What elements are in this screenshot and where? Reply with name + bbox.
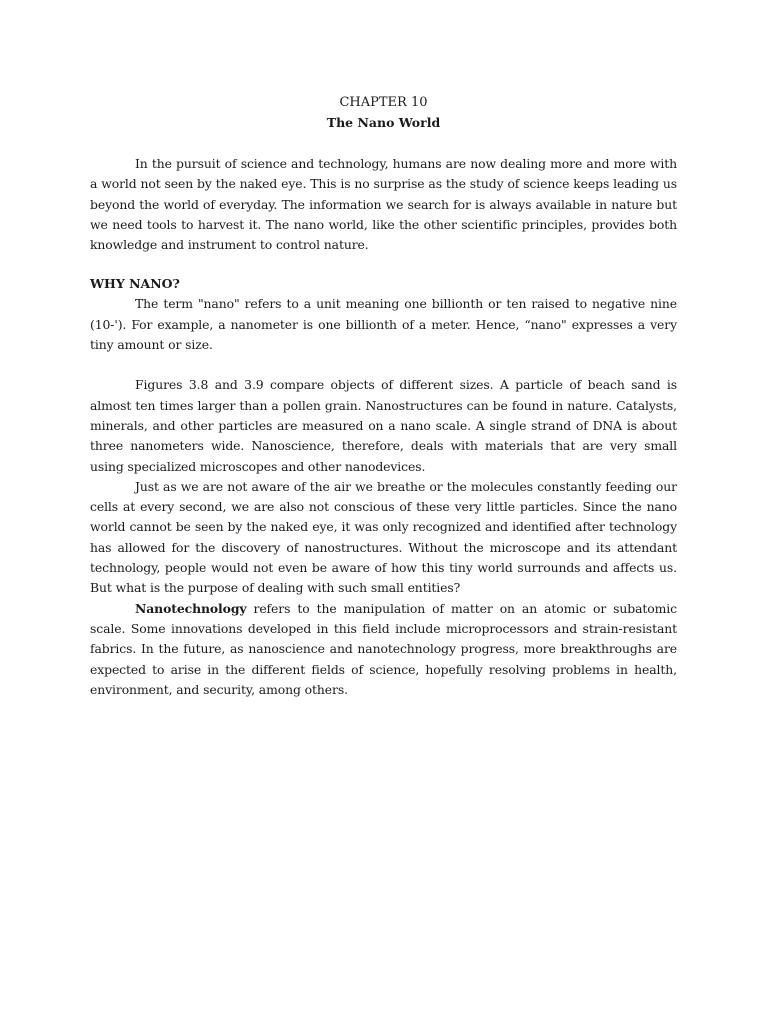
awareness-paragraph: Just as we are not aware of the air we breathe or the molecules constantly feeding our cells at every second, we are also not conscious of these very little particles. Since the nano world cannot be seen by the naked eye, it was only recognized and identified after technology has allowed for the discovery of nanostructures. Without the microscope and its attendant technology, people would not even be aware of how this tiny world surrounds and affects us. But what is the purpose of dealing with such small entities? <box>90 478 677 596</box>
figures-paragraph: Figures 3.8 and 3.9 compare objects of different sizes. A particle of beach sand is almost ten times larger than a pollen grain. Nanostructures can be found in nature. Catalysts, minerals, and other particles are measured on a nano scale. A single strand of DNA is about three nanometers wide. Nanoscience, therefore, deals with materials that are very small using specialized microscopes and other nanodevices. <box>90 377 677 474</box>
spacer <box>90 255 677 274</box>
spacer <box>90 133 677 154</box>
nanotechnology-definition: refers to the manipulation of matter on an atomic or subatomic scale. Some innovations developed in this field include microprocessors and strain-resistant fabrics. In the future, as nanoscience and nanotechnology progress, more breakthroughs are expected to arise in the different fields of science, hopefully resolving problems in health, environment, and security, among others. <box>90 600 677 697</box>
document-page <box>90 93 677 700</box>
section-heading: WHY NANO? <box>90 276 180 292</box>
intro-paragraph: In the pursuit of science and technology, humans are now dealing more and more with a world not seen by the naked eye. This is no surprise as the study of science keeps leading us beyond the world of everyday. The information we search for is always available in nature but we need tools to harvest it. The nano world, like the other scientific principles, provides both knowledge and instrument to control nature. <box>90 156 677 253</box>
nano-definition-paragraph: The term "nano" refers to a unit meaning one billionth or ten raised to negative nine (10-'). For example, a nanometer is one billionth of a meter. Hence, “nano" expresses a very tiny amount or size. <box>90 296 677 353</box>
spacer <box>90 355 677 375</box>
chapter-title: The Nano World <box>326 115 441 130</box>
chapter-number: CHAPTER 10 <box>339 95 428 110</box>
nanotechnology-paragraph <box>90 599 677 700</box>
nanotechnology-term: Nanotechnology <box>135 600 247 616</box>
